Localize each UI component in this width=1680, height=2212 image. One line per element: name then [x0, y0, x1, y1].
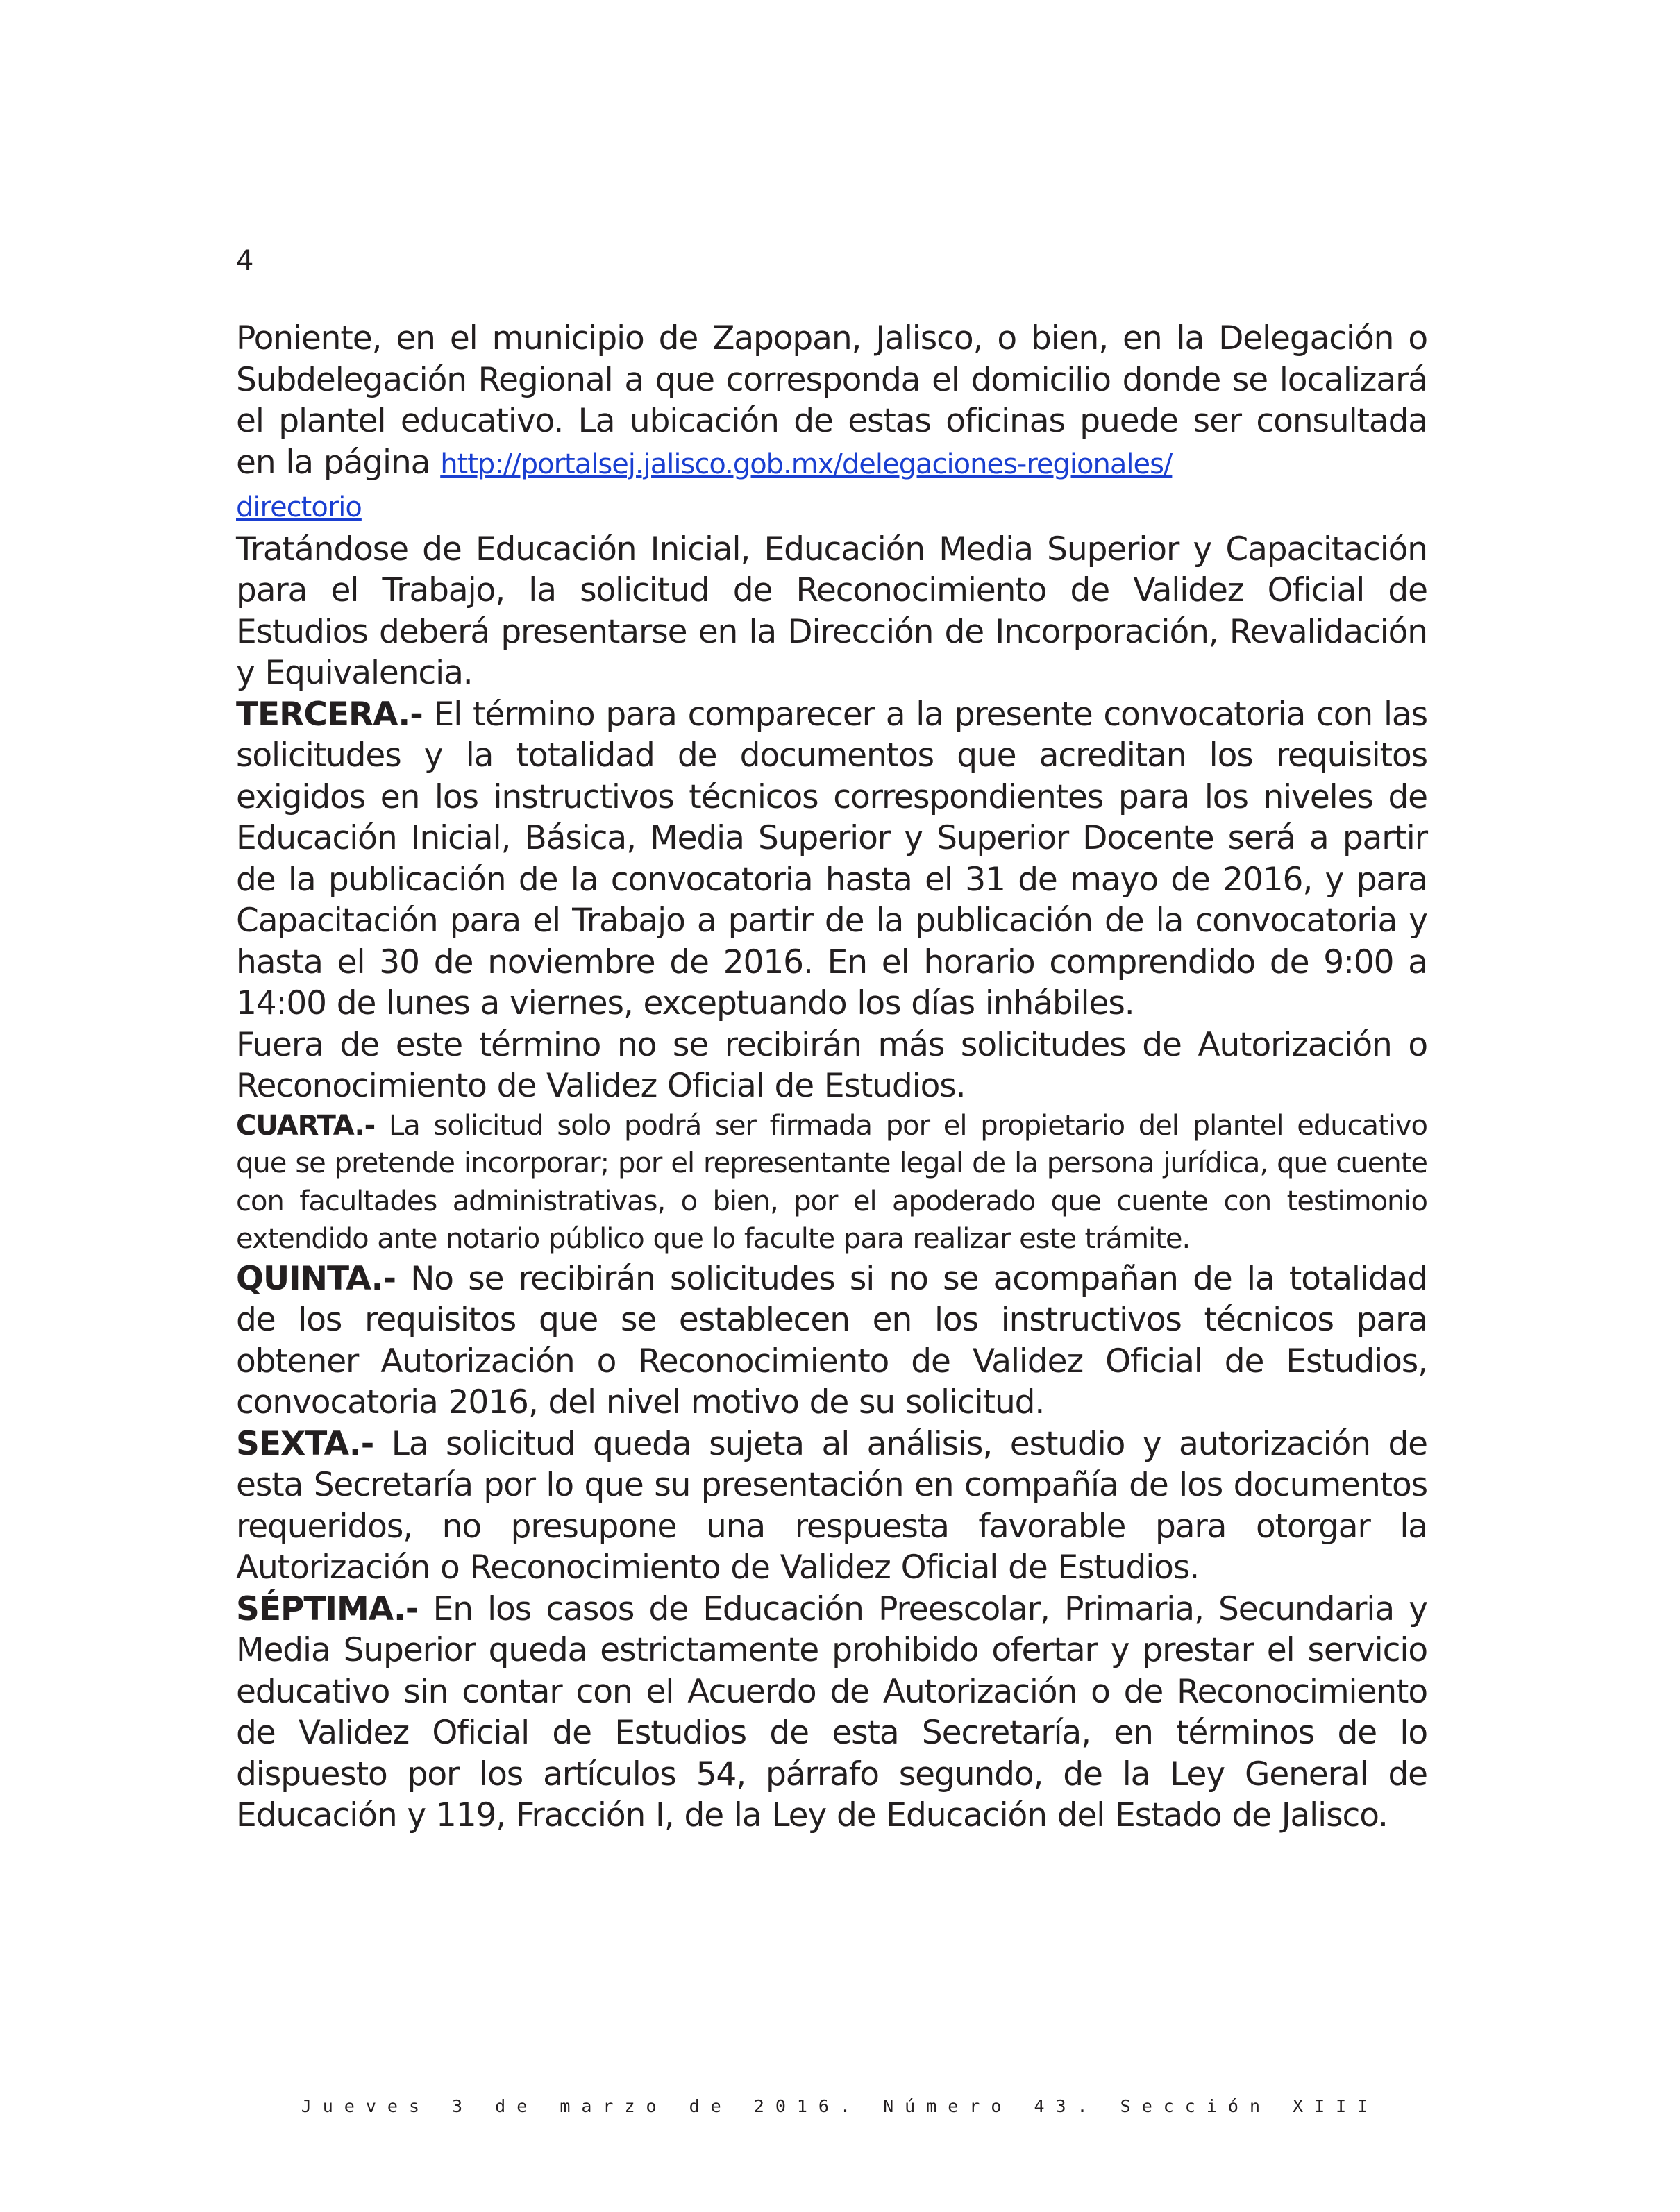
directory-link-part1: http://portalsej.jalisco.gob.mx/delegaciones-regionales/	[440, 448, 1173, 480]
clause-sexta	[236, 1424, 1427, 1589]
clause-quinta-heading: QUINTA.-	[236, 1259, 396, 1298]
clause-sexta-heading: SEXTA.-	[236, 1424, 374, 1463]
document-body	[236, 318, 1427, 1837]
clause-septima-text: En los casos de Educación Preescolar, Primaria, Secundaria y Media Superior queda estrictamente prohibido ofertar y prestar el servicio educativo sin contar con el Acuerdo de Autorización o de Reconocimiento de Validez Oficial de Estudios de esta Secretaría, en términos de lo dispuesto por los artículos 54, párrafo segundo, de la Ley General de Educación y 119, Fracción I, de la Ley de Educación del Estado de Jalisco.	[236, 1589, 1427, 1834]
clause-tercera-heading: TERCERA.-	[236, 695, 423, 734]
intro-text: Poniente, en el municipio de Zapopan, Jalisco, o bien, en la Delegación o Subdelegación Regional a que corresponda el domicilio donde se localizará el plantel educativo. La ubicación de estas oficinas puede ser consultada en la página	[236, 319, 1427, 482]
clause-septima-heading: SÉPTIMA.-	[236, 1589, 419, 1628]
clause-cuarta	[236, 1107, 1427, 1258]
clause-tercera-text: El término para comparecer a la presente convocatoria con las solicitudes y la totalidad de documentos que acreditan los requisitos exigidos en los instructivos técnicos correspondientes para los niveles de Educación Inicial, Básica, Media Superior y Superior Docente será a partir de la publicación de la convocatoria hasta el 31 de mayo de 2016, y para Capacitación para el Trabajo a partir de la publicación de la convocatoria y hasta el 30 de noviembre de 2016. En el horario comprendido de 9:00 a 14:00 de lunes a viernes, exceptuando los días inhábiles.	[236, 695, 1427, 1022]
paragraph-educacion-inicial: Tratándose de Educación Inicial, Educación Media Superior y Capacitación para el Trabajo, la solicitud de Reconocimiento de Validez Oficial de Estudios deberá presentarse en la Dirección de Incorporación, Revalidación y Equivalencia.	[236, 530, 1427, 692]
page-number: 4	[236, 245, 254, 277]
clause-tercera	[236, 694, 1427, 1024]
clause-quinta	[236, 1258, 1427, 1424]
clause-quinta-text: No se recibirán solicitudes si no se acompañan de la totalidad de los requisitos que se establecen en los instructivos técnicos para obtener Autorización o Reconocimiento de Validez Oficial de Estudios, convocatoria 2016, del nivel motivo de su solicitud.	[236, 1259, 1427, 1421]
directory-link-part2: directorio	[236, 491, 362, 523]
clause-sexta-text: La solicitud queda sujeta al análisis, estudio y autorización de esta Secretaría por lo que su presentación en compañía de los documentos requeridos, no presupone una respuesta favorable para otorgar la Autorización o Reconocimiento de Validez Oficial de Estudios.	[236, 1424, 1427, 1587]
clause-cuarta-heading: CUARTA.-	[236, 1109, 376, 1142]
clause-cuarta-text: La solicitud solo podrá ser firmada por el propietario del plantel educativo que se pretende incorporar; por el representante legal de la persona jurídica, que cuente con facultades administrativas, o bien, por el apoderado que cuente con testimonio extendido ante notario público que lo faculte para realizar este trámite.	[236, 1109, 1427, 1255]
page-footer: Jueves 3 de marzo de 2016. Número 43. Sección XIII	[301, 2096, 1379, 2116]
paragraph-intro	[236, 318, 1427, 529]
clause-septima	[236, 1589, 1427, 1837]
paragraph-fuera-de-termino: Fuera de este término no se recibirán más solicitudes de Autorización o Reconocimiento de Validez Oficial de Estudios.	[236, 1025, 1427, 1105]
